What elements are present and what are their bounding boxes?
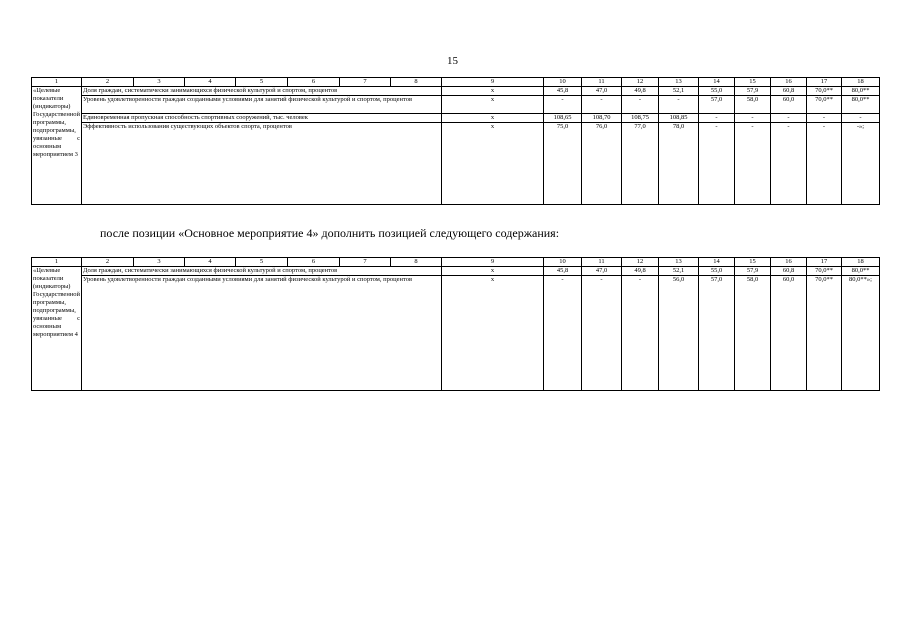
value-cell: -: [544, 96, 582, 114]
indicator-name: Единовременная пропускная способность спортивных сооружений, тыс. человек: [82, 114, 442, 123]
value-cell: -: [582, 276, 622, 391]
value-cell: 52,1: [659, 267, 699, 276]
value-cell: -: [582, 96, 622, 114]
header-cell: 6: [288, 78, 340, 87]
column-9-cell: х: [442, 276, 544, 391]
header-cell: 5: [236, 258, 288, 267]
header-cell: 10: [544, 78, 582, 87]
header-row: [32, 78, 880, 87]
value-cell: -: [544, 276, 582, 391]
value-cell: 75,0: [544, 123, 582, 205]
value-cell: 60,8: [771, 267, 807, 276]
header-cell: 16: [771, 258, 807, 267]
indicator-name: Уровень удовлетворенности граждан созданными условиями для занятий физической культурой и спортом, процентов: [82, 276, 442, 391]
table-row: [32, 123, 880, 205]
header-cell: 7: [340, 258, 391, 267]
column-9-cell: х: [442, 114, 544, 123]
value-cell: -: [771, 123, 807, 205]
header-cell: 1: [32, 78, 82, 87]
value-cell: 57,9: [735, 267, 771, 276]
value-cell: 47,0: [582, 87, 622, 96]
header-cell: 13: [659, 258, 699, 267]
value-cell: 45,8: [544, 267, 582, 276]
indicator-name: Уровень удовлетворенности граждан созданными условиями для занятий физической культурой и спортом, процентов: [82, 96, 442, 114]
value-cell: 108,85: [659, 114, 699, 123]
indicators-table-4: [31, 257, 880, 391]
header-cell: 8: [391, 258, 442, 267]
value-cell: -: [807, 114, 842, 123]
column-9-cell: х: [442, 96, 544, 114]
header-cell: 4: [185, 258, 236, 267]
value-cell: -»;: [842, 123, 880, 205]
header-cell: 12: [622, 78, 659, 87]
header-cell: 18: [842, 78, 880, 87]
value-cell: -: [735, 123, 771, 205]
header-cell: 11: [582, 258, 622, 267]
value-cell: 80,0**: [842, 267, 880, 276]
header-cell: 15: [735, 78, 771, 87]
indicator-name: Доля граждан, систематически занимающихся физической культурой и спортом, процентов: [82, 267, 442, 276]
header-cell: 7: [340, 78, 391, 87]
header-cell: 2: [82, 78, 134, 87]
table-row: [32, 267, 880, 276]
value-cell: 58,0: [735, 276, 771, 391]
value-cell: 60,0: [771, 276, 807, 391]
header-cell: 2: [82, 258, 134, 267]
row-group-label: «Целевые показатели (индикаторы) Государственной программы, подпрограммы, увязанные с основным мероприятием 3: [32, 87, 82, 205]
value-cell: 78,0: [659, 123, 699, 205]
value-cell: 77,0: [622, 123, 659, 205]
value-cell: 49,8: [622, 267, 659, 276]
column-9-cell: х: [442, 87, 544, 96]
value-cell: 76,0: [582, 123, 622, 205]
value-cell: 60,8: [771, 87, 807, 96]
header-cell: 9: [442, 78, 544, 87]
value-cell: 108,75: [622, 114, 659, 123]
value-cell: 108,70: [582, 114, 622, 123]
header-cell: 11: [582, 78, 622, 87]
row-group-label: «Целевые показатели (индикаторы) Государственной программы, подпрограммы, увязанные с основным мероприятием 4: [32, 267, 82, 391]
header-cell: 4: [185, 78, 236, 87]
value-cell: 52,1: [659, 87, 699, 96]
value-cell: 57,9: [735, 87, 771, 96]
value-cell: 70,0**: [807, 96, 842, 114]
table-row: [32, 114, 880, 123]
header-cell: 14: [699, 78, 735, 87]
header-cell: 9: [442, 258, 544, 267]
value-cell: 56,0: [659, 276, 699, 391]
header-cell: 10: [544, 258, 582, 267]
header-cell: 17: [807, 78, 842, 87]
column-9-cell: х: [442, 267, 544, 276]
value-cell: 60,0: [771, 96, 807, 114]
table-row: [32, 96, 880, 114]
value-cell: 80,0**: [842, 96, 880, 114]
header-cell: 6: [288, 258, 340, 267]
value-cell: 70,0**: [807, 267, 842, 276]
header-cell: 8: [391, 78, 442, 87]
indicator-name: Эффективность использования существующих объектов спорта, процентов: [82, 123, 442, 205]
value-cell: -: [699, 114, 735, 123]
value-cell: 57,0: [699, 96, 735, 114]
header-row: [32, 258, 880, 267]
header-cell: 18: [842, 258, 880, 267]
header-cell: 3: [134, 258, 185, 267]
value-cell: 55,0: [699, 87, 735, 96]
value-cell: 47,0: [582, 267, 622, 276]
indicator-name: Доля граждан, систематически занимающихся физической культурой и спортом, процентов: [82, 87, 442, 96]
value-cell: -: [842, 114, 880, 123]
value-cell: 49,8: [622, 87, 659, 96]
header-cell: 16: [771, 78, 807, 87]
value-cell: -: [659, 96, 699, 114]
value-cell: -: [771, 114, 807, 123]
value-cell: 80,0**»;: [842, 276, 880, 391]
column-9-cell: х: [442, 123, 544, 205]
value-cell: -: [735, 114, 771, 123]
header-cell: 15: [735, 258, 771, 267]
page-number: 15: [447, 55, 458, 67]
header-cell: 3: [134, 78, 185, 87]
header-cell: 17: [807, 258, 842, 267]
value-cell: 70,0**: [807, 276, 842, 391]
header-cell: 13: [659, 78, 699, 87]
indicators-table-3: [31, 77, 880, 205]
insertion-instruction: после позиции «Основное мероприятие 4» дополнить позицией следующего содержания:: [100, 226, 560, 240]
header-cell: 5: [236, 78, 288, 87]
value-cell: 108,65: [544, 114, 582, 123]
header-cell: 14: [699, 258, 735, 267]
header-cell: 1: [32, 258, 82, 267]
value-cell: -: [807, 123, 842, 205]
value-cell: 58,0: [735, 96, 771, 114]
value-cell: 80,0**: [842, 87, 880, 96]
table-row: [32, 276, 880, 391]
header-cell: 12: [622, 258, 659, 267]
table-row: [32, 87, 880, 96]
value-cell: -: [699, 123, 735, 205]
value-cell: 45,8: [544, 87, 582, 96]
value-cell: 70,0**: [807, 87, 842, 96]
value-cell: 55,0: [699, 267, 735, 276]
value-cell: 57,0: [699, 276, 735, 391]
value-cell: -: [622, 96, 659, 114]
value-cell: -: [622, 276, 659, 391]
